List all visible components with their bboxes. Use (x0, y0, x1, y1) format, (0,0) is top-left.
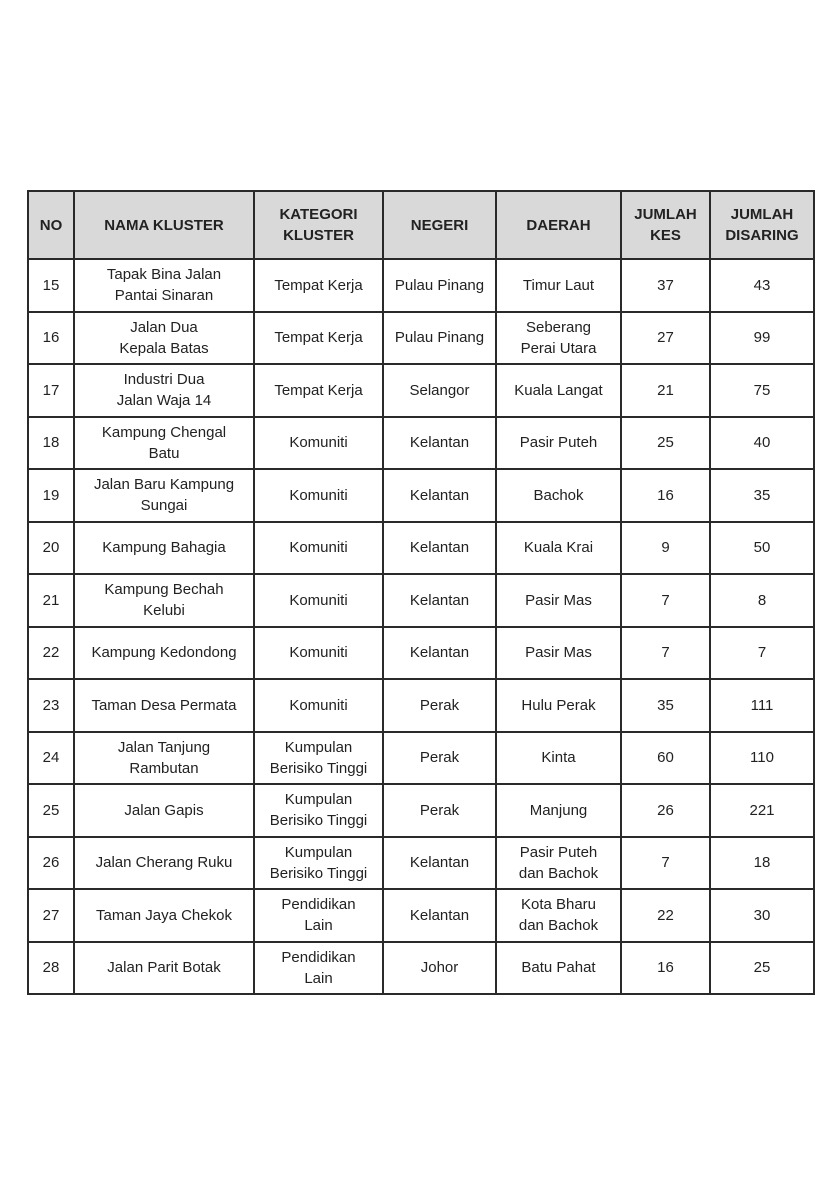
cluster-table (27, 190, 815, 995)
cell-disaring: 30 (710, 889, 814, 942)
cell-daerah: Batu Pahat (496, 942, 621, 995)
cell-kategori: Pendidikan Lain (254, 889, 383, 942)
table-header (28, 191, 814, 259)
cell-daerah: Timur Laut (496, 259, 621, 312)
cell-nama: Kampung Bahagia (74, 522, 254, 575)
cell-daerah: Kuala Krai (496, 522, 621, 575)
cell-negeri: Perak (383, 784, 496, 837)
cell-negeri: Pulau Pinang (383, 259, 496, 312)
table-row (28, 889, 814, 942)
cell-no: 22 (28, 627, 74, 680)
cell-daerah: Manjung (496, 784, 621, 837)
column-header-kategori: KATEGORI KLUSTER (254, 191, 383, 259)
cell-kes: 21 (621, 364, 710, 417)
cell-nama: Jalan Gapis (74, 784, 254, 837)
cell-nama: Kampung Bechah Kelubi (74, 574, 254, 627)
cell-kes: 7 (621, 574, 710, 627)
cell-no: 21 (28, 574, 74, 627)
cell-nama: Kampung Kedondong (74, 627, 254, 680)
cell-kes: 16 (621, 942, 710, 995)
cell-kategori: Kumpulan Berisiko Tinggi (254, 784, 383, 837)
cell-no: 15 (28, 259, 74, 312)
table-row (28, 732, 814, 785)
cell-no: 17 (28, 364, 74, 417)
cell-negeri: Kelantan (383, 469, 496, 522)
cell-kategori: Kumpulan Berisiko Tinggi (254, 732, 383, 785)
table-row (28, 417, 814, 470)
cell-kes: 7 (621, 837, 710, 890)
cell-kes: 60 (621, 732, 710, 785)
cell-negeri: Kelantan (383, 889, 496, 942)
table-row (28, 679, 814, 732)
cell-daerah: Pasir Puteh (496, 417, 621, 470)
cell-kes: 16 (621, 469, 710, 522)
cell-nama: Jalan Parit Botak (74, 942, 254, 995)
cell-daerah: Kinta (496, 732, 621, 785)
cell-kategori: Komuniti (254, 679, 383, 732)
cell-disaring: 110 (710, 732, 814, 785)
cell-nama: Kampung Chengal Batu (74, 417, 254, 470)
cell-kes: 7 (621, 627, 710, 680)
cell-kategori: Komuniti (254, 627, 383, 680)
cell-negeri: Pulau Pinang (383, 312, 496, 365)
cell-daerah: Pasir Mas (496, 627, 621, 680)
cell-kes: 26 (621, 784, 710, 837)
cell-kategori: Tempat Kerja (254, 364, 383, 417)
cell-kategori: Komuniti (254, 522, 383, 575)
cell-negeri: Kelantan (383, 837, 496, 890)
cell-kategori: Komuniti (254, 417, 383, 470)
column-header-kes: JUMLAH KES (621, 191, 710, 259)
cell-kes: 37 (621, 259, 710, 312)
table-row (28, 627, 814, 680)
cell-nama: Industri Dua Jalan Waja 14 (74, 364, 254, 417)
cell-disaring: 75 (710, 364, 814, 417)
cell-no: 20 (28, 522, 74, 575)
cell-disaring: 7 (710, 627, 814, 680)
cell-disaring: 50 (710, 522, 814, 575)
table-body (28, 259, 814, 994)
cell-no: 26 (28, 837, 74, 890)
cell-disaring: 35 (710, 469, 814, 522)
table-row (28, 837, 814, 890)
cell-disaring: 99 (710, 312, 814, 365)
cell-no: 25 (28, 784, 74, 837)
cell-kategori: Komuniti (254, 574, 383, 627)
cell-no: 23 (28, 679, 74, 732)
cell-negeri: Kelantan (383, 574, 496, 627)
cell-disaring: 8 (710, 574, 814, 627)
cell-negeri: Perak (383, 732, 496, 785)
cell-disaring: 18 (710, 837, 814, 890)
cell-kategori: Kumpulan Berisiko Tinggi (254, 837, 383, 890)
cell-no: 19 (28, 469, 74, 522)
table-row (28, 574, 814, 627)
cell-daerah: Pasir Puteh dan Bachok (496, 837, 621, 890)
cell-kes: 27 (621, 312, 710, 365)
cell-kategori: Tempat Kerja (254, 259, 383, 312)
cell-daerah: Kota Bharu dan Bachok (496, 889, 621, 942)
cell-negeri: Kelantan (383, 522, 496, 575)
cell-negeri: Kelantan (383, 417, 496, 470)
cell-disaring: 43 (710, 259, 814, 312)
cell-no: 16 (28, 312, 74, 365)
table-row (28, 259, 814, 312)
cell-daerah: Seberang Perai Utara (496, 312, 621, 365)
cell-no: 24 (28, 732, 74, 785)
cell-negeri: Selangor (383, 364, 496, 417)
cell-nama: Jalan Cherang Ruku (74, 837, 254, 890)
table-row (28, 312, 814, 365)
cell-disaring: 111 (710, 679, 814, 732)
cell-negeri: Johor (383, 942, 496, 995)
column-header-disaring: JUMLAH DISARING (710, 191, 814, 259)
cell-daerah: Bachok (496, 469, 621, 522)
column-header-daerah: DAERAH (496, 191, 621, 259)
cell-no: 28 (28, 942, 74, 995)
cell-daerah: Hulu Perak (496, 679, 621, 732)
cell-nama: Taman Jaya Chekok (74, 889, 254, 942)
cell-kategori: Pendidikan Lain (254, 942, 383, 995)
cell-kes: 25 (621, 417, 710, 470)
cell-nama: Tapak Bina Jalan Pantai Sinaran (74, 259, 254, 312)
cell-kes: 9 (621, 522, 710, 575)
column-header-negeri: NEGERI (383, 191, 496, 259)
column-header-no: NO (28, 191, 74, 259)
cell-nama: Jalan Baru Kampung Sungai (74, 469, 254, 522)
cell-nama: Jalan Tanjung Rambutan (74, 732, 254, 785)
cell-kategori: Tempat Kerja (254, 312, 383, 365)
column-header-nama: NAMA KLUSTER (74, 191, 254, 259)
table-row (28, 522, 814, 575)
cell-negeri: Kelantan (383, 627, 496, 680)
cell-daerah: Kuala Langat (496, 364, 621, 417)
cell-nama: Jalan Dua Kepala Batas (74, 312, 254, 365)
cell-kategori: Komuniti (254, 469, 383, 522)
cell-kes: 35 (621, 679, 710, 732)
cell-disaring: 221 (710, 784, 814, 837)
header-row (28, 191, 814, 259)
cell-kes: 22 (621, 889, 710, 942)
cell-no: 27 (28, 889, 74, 942)
table-row (28, 784, 814, 837)
cell-daerah: Pasir Mas (496, 574, 621, 627)
table-row (28, 469, 814, 522)
cell-negeri: Perak (383, 679, 496, 732)
table-row (28, 364, 814, 417)
table-row (28, 942, 814, 995)
cell-nama: Taman Desa Permata (74, 679, 254, 732)
cell-disaring: 40 (710, 417, 814, 470)
cell-disaring: 25 (710, 942, 814, 995)
cell-no: 18 (28, 417, 74, 470)
